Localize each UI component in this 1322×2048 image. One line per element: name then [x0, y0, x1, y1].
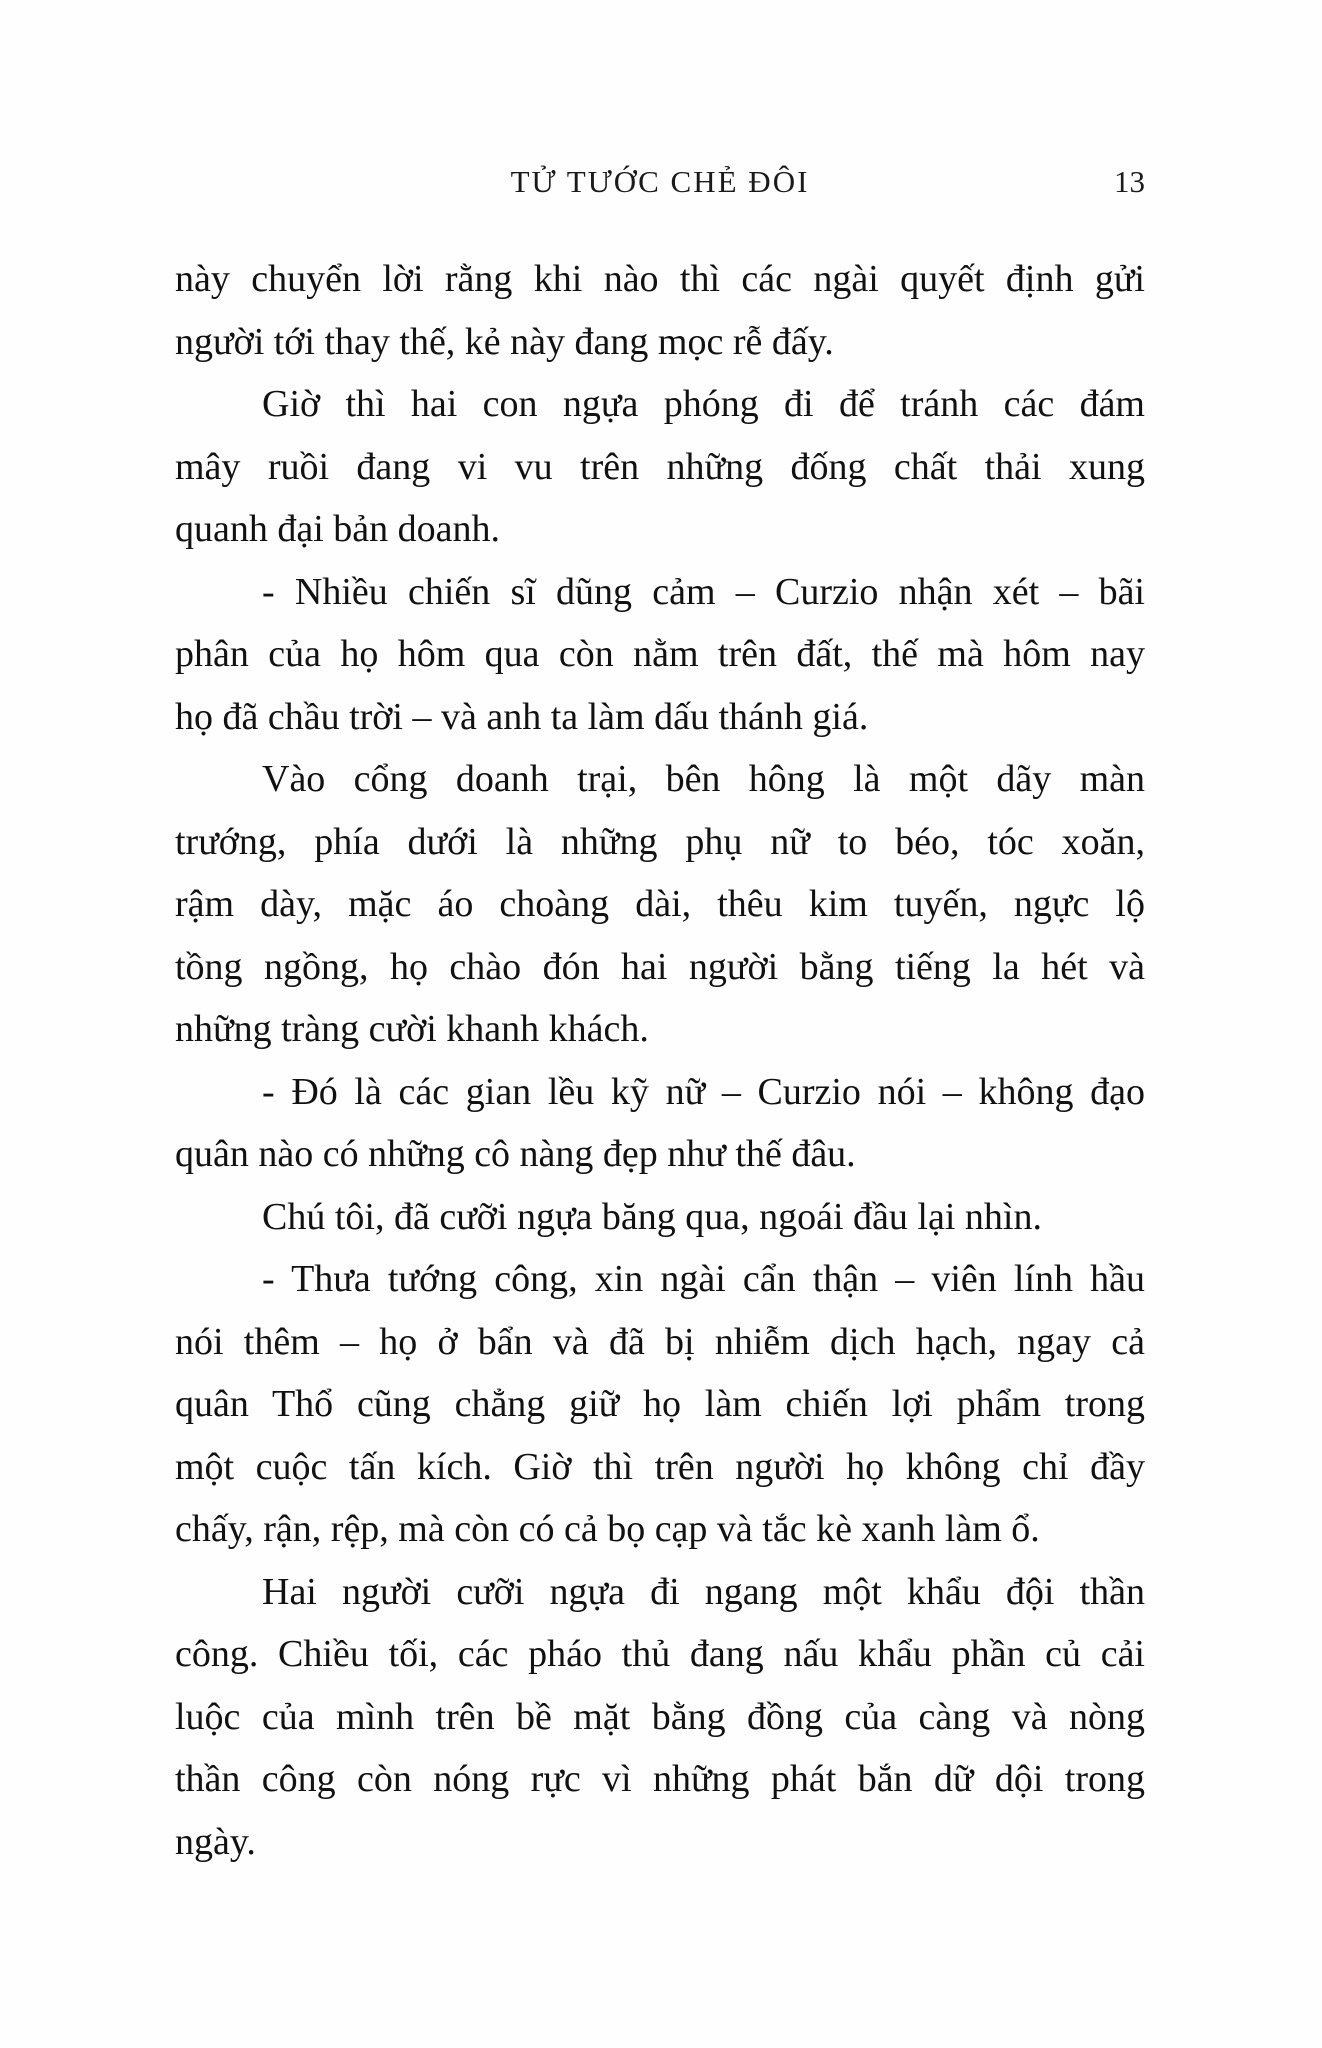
text-line: Chú tôi, đã cưỡi ngựa băng qua, ngoái đầu lại nhìn.: [262, 1195, 1042, 1238]
text-line: người tới thay thế, kẻ này đang mọc rễ đấy.: [175, 320, 834, 363]
text-line: mây ruồi đang vi vu trên những đống chất thải xung: [175, 445, 1145, 488]
text-line: - Nhiều chiến sĩ dũng cảm – Curzio nhận xét – bãi: [262, 570, 1145, 613]
text-line: nói thêm – họ ở bẩn và đã bị nhiễm dịch hạch, ngay cả: [175, 1320, 1145, 1363]
text-line: ngày.: [175, 1820, 256, 1863]
text-line: - Đó là các gian lều kỹ nữ – Curzio nói – không đạo: [262, 1070, 1145, 1113]
text-line: họ đã chầu trời – và anh ta làm dấu thánh giá.: [175, 695, 869, 738]
text-line: quanh đại bản doanh.: [175, 508, 501, 550]
text-line: này chuyển lời rằng khi nào thì các ngài quyết định gửi: [175, 258, 1145, 300]
text-line: một cuộc tấn kích. Giờ thì trên người họ không chỉ đầy: [175, 1445, 1145, 1488]
text-line: quân nào có những cô nàng đẹp như thế đâu.: [175, 1133, 856, 1175]
chapter-title: TỬ TƯỚC CHẺ ĐÔI: [510, 164, 810, 199]
text-line: - Thưa tướng công, xin ngài cẩn thận – viên lính hầu: [262, 1258, 1145, 1300]
text-line: luộc của mình trên bề mặt bằng đồng của càng và nòng: [175, 1695, 1145, 1738]
text-line: Giờ thì hai con ngựa phóng đi để tránh các đám: [262, 383, 1145, 425]
body-text: [175, 248, 1145, 1873]
text-line: quân Thổ cũng chẳng giữ họ làm chiến lợi phẩm trong: [175, 1383, 1145, 1425]
running-header: [175, 160, 1145, 200]
page-number: 13: [1114, 164, 1145, 199]
text-line: công. Chiều tối, các pháo thủ đang nấu khẩu phần củ cải: [175, 1633, 1145, 1675]
text-line: tồng ngồng, họ chào đón hai người bằng tiếng la hét và: [175, 945, 1145, 988]
text-line: thần công còn nóng rực vì những phát bắn dữ dội trong: [175, 1758, 1145, 1800]
text-line: Vào cổng doanh trại, bên hông là một dãy màn: [262, 758, 1145, 800]
text-line: trướng, phía dưới là những phụ nữ to béo, tóc xoăn,: [175, 820, 1145, 863]
text-line: những tràng cười khanh khách.: [175, 1008, 649, 1050]
text-line: Hai người cưỡi ngựa đi ngang một khẩu đội thần: [262, 1570, 1145, 1613]
text-line: chấy, rận, rệp, mà còn có cả bọ cạp và tắc kè xanh làm ổ.: [175, 1508, 1040, 1550]
text-line: rậm dày, mặc áo choàng dài, thêu kim tuyến, ngực lộ: [175, 883, 1145, 925]
text-line: phân của họ hôm qua còn nằm trên đất, thế mà hôm nay: [175, 633, 1145, 675]
